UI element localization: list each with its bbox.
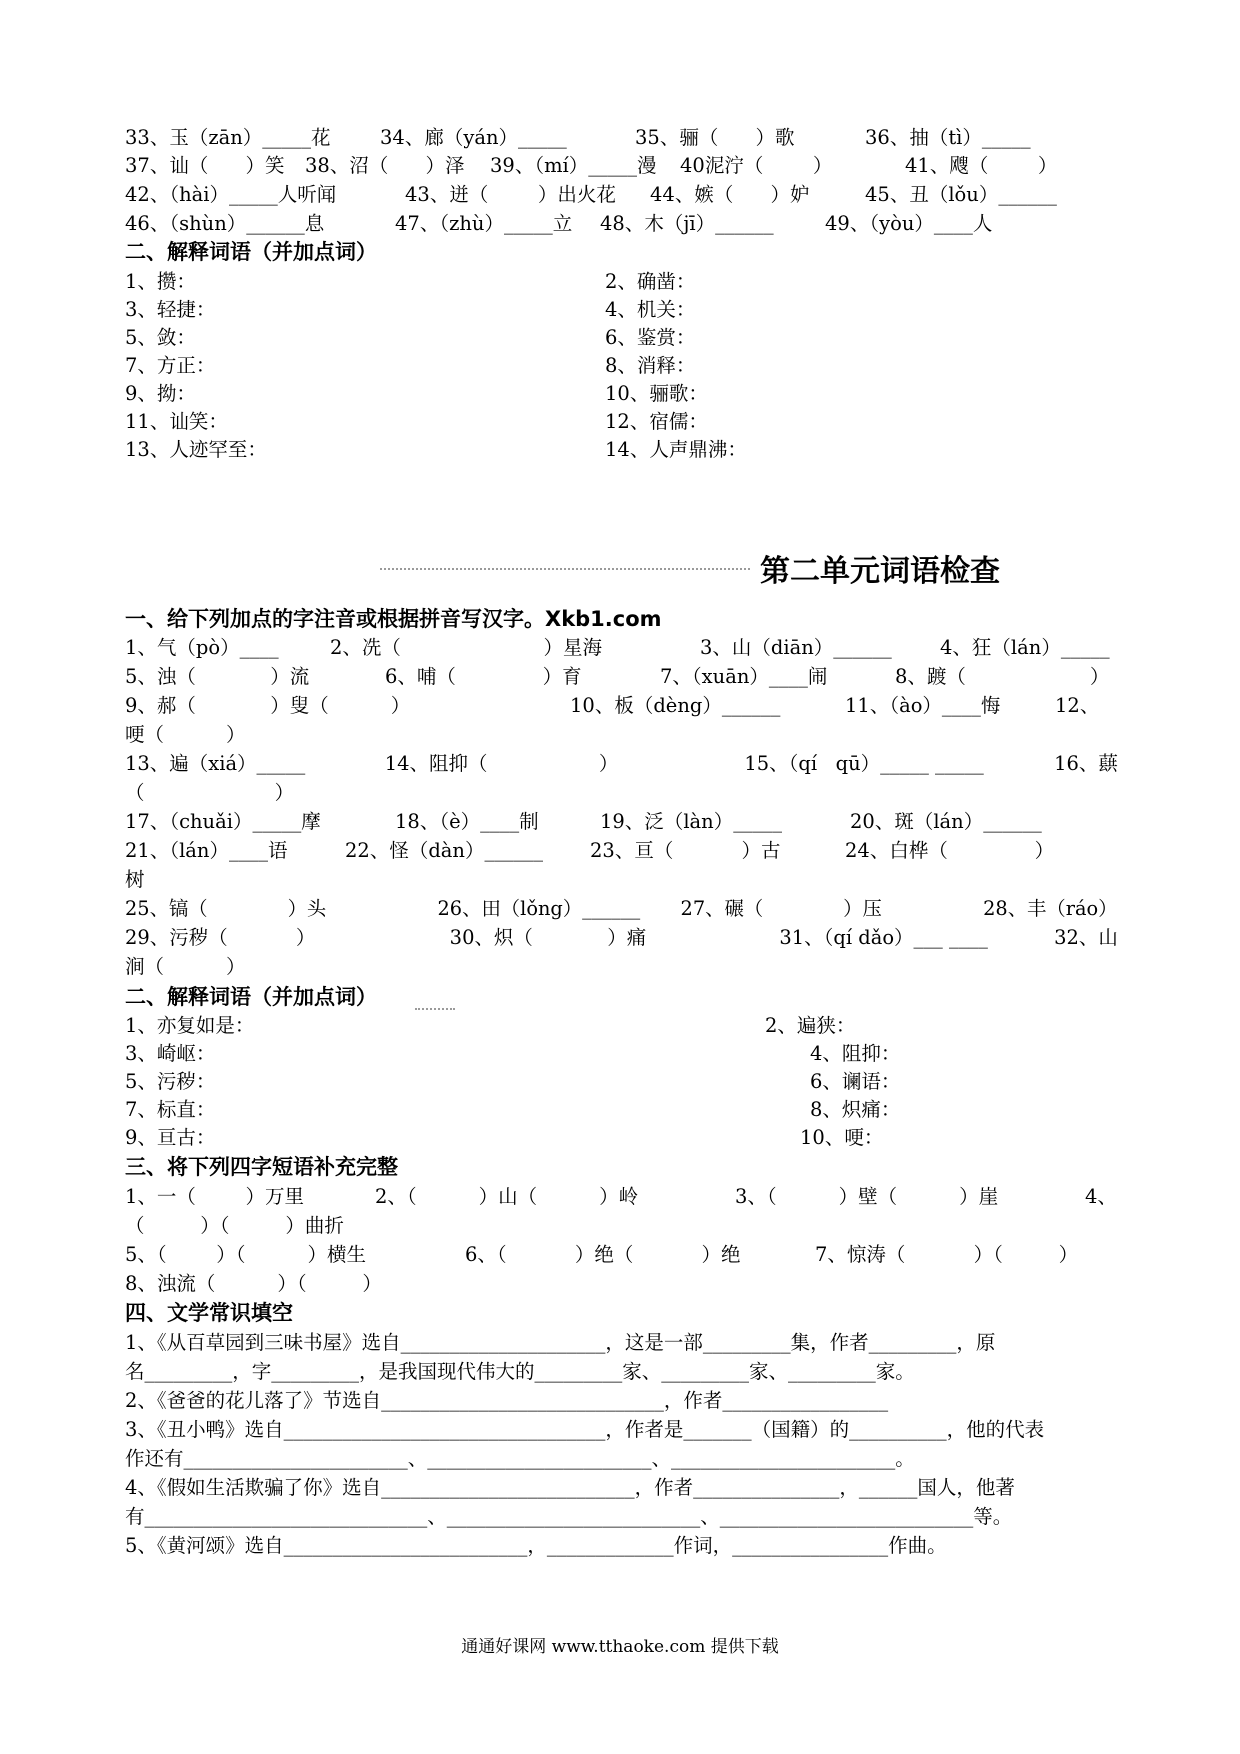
definition-item: 3、轻捷： [125,298,216,321]
definition-item: 4、阻抑： [810,1042,901,1065]
pinyin-line [125,895,1127,923]
dotted-mark [415,1008,455,1010]
item: 39、（mí）_____漫 [490,154,657,177]
item: 13、遍（xiá）_____ [125,752,306,775]
definition-row [125,1124,1135,1152]
item: 17、（chuǎi）_____摩 [125,810,321,833]
definition-row [125,268,1135,296]
pinyin-line [125,953,1135,981]
phrase-line [125,1241,1135,1269]
item: 5、《黄河颂》选自_________________________，_____________作词，________________作曲。 [125,1534,947,1557]
item: 9、郝（ ）叟（ ） [125,694,411,717]
item: 47、（zhù）_____立 [395,212,573,235]
pinyin-line [125,750,1134,778]
item: 30、炽（ ）痛 [449,926,647,949]
definition-item: 5、污秽： [125,1070,216,1093]
item: 14、阻抑（ ） [384,752,619,775]
literature-line [125,1358,1135,1386]
definition-item: 2、遍狭： [765,1014,856,1037]
item: 29、污秽（ ） [125,926,316,949]
pinyin-line [125,721,1135,749]
top-line-3 [125,181,1135,209]
section-heading: 三、将下列四字短语补充完整 [125,1155,398,1179]
literature-line [125,1532,1135,1560]
definition-item: 1、攒： [125,270,196,293]
item: 树 [125,868,145,891]
item: 49、（yòu）____人 [825,212,993,235]
item: 19、泛（làn）_____ [600,810,782,833]
definition-row [125,380,1135,408]
item: 22、怪（dàn）______ [345,839,543,862]
phrase-line [125,1183,1135,1211]
item: 4、《假如生活欺骗了你》选自__________________________，作者_______________，______国人，他著 [125,1476,1015,1499]
definition-item: 6、谰语： [810,1070,901,1093]
item: 2、冼（ ）星海 [330,636,602,659]
unit-title: 第二单元词语检查 [760,554,1000,589]
item: （ ）（ ）曲折 [125,1214,344,1237]
item: 44、嫉（ ）妒 [650,183,810,206]
literature-line [125,1416,1135,1444]
definition-item: 2、确凿： [605,270,696,293]
definition-item: 7、标直： [125,1098,216,1121]
definition-row [125,296,1135,324]
pinyin-line [125,634,1135,662]
item: 24、白桦（ ） [845,839,1055,862]
pinyin-line [125,692,1135,720]
definition-item: 7、方正： [125,354,216,377]
item: 2、《爸爸的花儿落了》节选自_____________________________，作者_________________ [125,1389,889,1412]
dotted-leader [380,568,750,570]
definition-row [125,1068,1135,1096]
top-line-1 [125,124,1135,152]
definition-item: 6、鉴赏： [605,326,696,349]
item: 哽（ ） [125,723,246,746]
definition-item: 3、崎岖： [125,1042,216,1065]
item: 18、（è）____制 [395,810,539,833]
item: 作还有_______________________、_______________________、_______________________。 [125,1447,915,1470]
section-heading: 四、文学常识填空 [125,1301,293,1325]
item: 40泥泞（ ） [680,154,833,177]
definition-item: 8、炽痛： [810,1098,901,1121]
item: 25、镐（ ）头 [125,897,327,920]
definition-row [125,1096,1135,1124]
definition-item: 10、哽： [800,1126,884,1149]
literature-line [125,1387,1135,1415]
item: 8、浊流（ ）（ ） [125,1272,382,1295]
item: 31、（qí dǎo）___ ____ [779,926,988,949]
item: 10、板（dèng）______ [570,694,781,717]
item: 1、《从百草园到三味书屋》选自_____________________，这是一部_________集，作者_________，原 [125,1331,996,1354]
item: 4、狂（lán）_____ [940,636,1110,659]
definition-row [125,324,1135,352]
item: 41、飕（ ） [905,154,1058,177]
definition-item: 4、机关： [605,298,696,321]
item: 36、抽（tì）_____ [865,126,1031,149]
literature-line [125,1445,1135,1473]
item: 6、（ ）绝（ ）绝 [465,1243,741,1266]
item: 11、（ào）____悔 [845,694,1001,717]
top-line-4 [125,210,1135,238]
definition-item: 9、拗： [125,382,196,405]
item: 37、讪（ ）笑 [125,154,285,177]
item: 名_________，字_________，是我国现代伟大的_________家、_________家、_________家。 [125,1360,915,1383]
item: 1、一（ ）万里 [125,1185,304,1208]
item: 48、木（jī）______ [600,212,774,235]
pinyin-line [125,663,1135,691]
item: 有_____________________________、__________________________、__________________________等。 [125,1505,1013,1528]
item: 32、山 [1054,926,1118,949]
item: 28、丰（ráo） [983,897,1118,920]
item: 42、（hài）_____人听闻 [125,183,337,206]
item: 3、《丑小鸭》选自_________________________________，作者是_______（国籍）的__________，他的代表 [125,1418,1045,1441]
literature-line [125,1474,1135,1502]
definition-item: 9、亘古： [125,1126,216,1149]
item: 涧（ ） [125,955,246,978]
definition-item: 12、宿儒： [605,410,708,433]
definition-item: 14、人声鼎沸： [605,438,747,461]
item: 5、浊（ ）流 [125,665,310,688]
item: 21、（lán）____语 [125,839,288,862]
definition-item: 11、讪笑： [125,410,228,433]
item: 6、哺（ ）育 [385,665,582,688]
definition-item: 13、人迹罕至： [125,438,267,461]
item: 45、丑（lǒu）______ [865,183,1057,206]
item: 3、（ ）壁（ ）崖 [735,1185,999,1208]
item: 34、廊（yán）_____ [380,126,567,149]
literature-line [125,1329,1135,1357]
pinyin-line [125,924,1134,952]
section-heading: 二、解释词语（并加点词） [125,240,377,264]
literature-line [125,1503,1135,1531]
pinyin-line [125,779,1135,807]
pinyin-line [125,808,1135,836]
pinyin-line [125,837,1135,865]
item: 12、 [1055,694,1100,717]
item: 4、 [1085,1185,1117,1208]
item: 1、气（pò）____ [125,636,279,659]
item: 33、玉（zān）_____花 [125,126,331,149]
definition-row [125,1012,1135,1040]
item: （ ） [125,781,295,804]
section-heading: 一、给下列加点的字注音或根据拼音写汉字。Xkb1.com [125,607,662,631]
item: 26、田（lǒng）______ [437,897,641,920]
definition-row [125,352,1135,380]
top-line-2 [125,152,1135,180]
definition-item: 8、消释： [605,354,696,377]
item: 5、（ ）（ ）横生 [125,1243,366,1266]
item: 8、踱（ ） [895,665,1110,688]
definition-row [125,1040,1135,1068]
definition-row [125,436,1135,464]
definition-row [125,408,1135,436]
item: 43、迸（ ）出火花 [405,183,616,206]
item: 27、碾（ ）压 [680,897,882,920]
item: 3、山（diān）______ [700,636,892,659]
item: 15、（qí qū）_____ _____ [744,752,984,775]
page-footer: 通通好课网 www.tthaoke.com 提供下载 [461,1637,779,1657]
item: 35、骊（ ）歌 [635,126,795,149]
item: 20、斑（lán）______ [850,810,1042,833]
item: 23、亘（ ）古 [590,839,781,862]
item: 16、蕻 [1054,752,1118,775]
item: 7、惊涛（ ）（ ） [815,1243,1079,1266]
item: 38、沼（ ）泽 [305,154,465,177]
pinyin-line [125,866,1135,894]
definition-item: 5、敛： [125,326,196,349]
item: 2、（ ）山（ ）岭 [375,1185,639,1208]
definition-item: 1、亦复如是： [125,1014,255,1037]
definition-item: 10、骊歌： [605,382,708,405]
phrase-line [125,1270,1135,1298]
section-heading: 二、解释词语（并加点词） [125,985,377,1009]
item: 46、（shùn）______息 [125,212,325,235]
item: 7、（xuān）____闹 [660,665,828,688]
phrase-line [125,1212,1135,1240]
